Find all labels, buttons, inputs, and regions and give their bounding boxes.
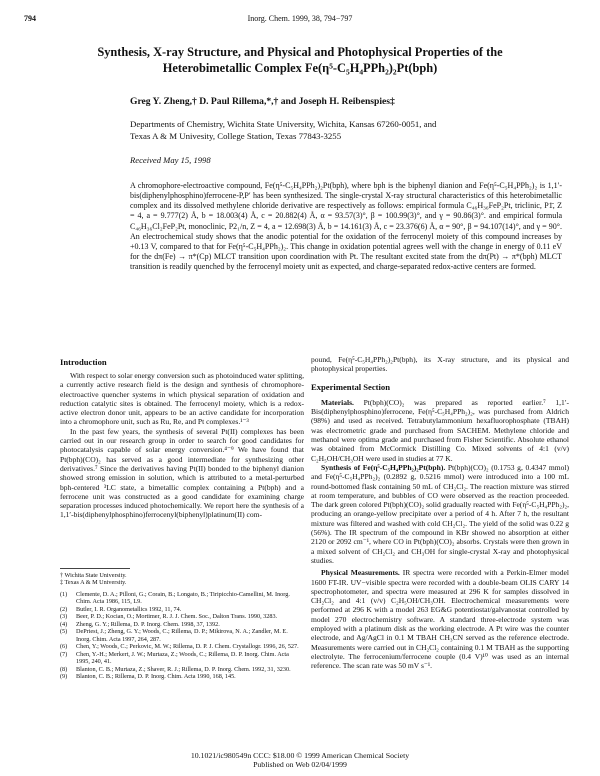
reference-item: (4) Zheng, G. Y.; Rillema, D. P. Inorg. Chem. 1998, 37, 1392. <box>60 620 220 628</box>
title-line-1: Synthesis, X-ray Structure, and Physical and Photophysical Properties of the <box>97 45 503 59</box>
synthesis-text: Pt(bph)(CO)₂ (0.1753 g, 0.4347 mmol) and Fe(η⁵-C₅H₄PPh₂)₂ (0.2892 g, 0.5216 mmol) were introduced into a 100 mL round-bottomed flask containing 50 mL of CH₂Cl₂. The reaction mixture was stirred at room temperature, and bubbles of CO were observed as the reaction proceeded. The dark green colored Pt(bph)(CO)₂ solid gradually reacted with Fe(η⁵-C₅H₄PPh₂)₂, producing an orange-yellow precipitate over a period of 4 h. After 7 h, the resultant mixture was filtered and washed with cold CH₂Cl₂. The yield of the solid was 0.22 g (56%). The IR spectrum of the compound in KBr showed no absorption at either 2120 or 2092 cm⁻¹, where CO in Pt(bph)(CO)₂ absorbs. Crystals were then grown in a mixed solvent of CH₂Cl₂ and CH₃OH for single-crystal X-ray and photophysical studies. <box>311 462 569 565</box>
abstract: A chromophore-electroactive compound, Fe(η⁵-C₅H₄PPh₂)₂Pt(bph), where bph is the biphenyl dianion and Fe(η⁵-C₅H₄PPh₂)₂ is 1,1′-bis(diphenylphosphino)ferrocene-P,P′ has been synthesized. The single-crystal X-ray structural characteristics of this heterobimetallic complex and its dissolved methylene chloride derivative are respectively as follows: empirical formula C₄₆H₃₆FeP₂Pt, triclinic, P1̄, Z = 4, a = 9.777(2) Å, b = 18.003(4) Å, c = 20.882(4) Å, α = 93.57(3)°, β = 100.99(3)°, and γ = 90.86(3)°. and empirical formula C₄₆H₃₆Cl₂FeP₂Pt, monoclinic, P2₁/n, Z = 4, a = 12.698(3) Å, b = 14.161(3) Å, c = 23.376(6) Å, α = 90°, β = 94.107(14)°, and γ = 90°. An electrochemical study shows that the anodic potential for the oxidation of the ferrocenyl moiety of this compound increases by +0.13 V, compared to that for Fe(η⁵-C₅H₄PPh₂)₂. This change in oxidation potential agrees well with the change in energy of 0.11 eV for the dπ(Fe) → π*(Cp) MLCT transition upon coordination with Pt. The resultant excited state from the dπ(Pt) → π*(bph) MLCT transition is readily quenched by the ferrocenyl moiety unit as expected, and charge-separated redox-active centers are formed. <box>130 181 562 272</box>
synthesis-label: Synthesis of Fe(η⁵-C₅H₄PPh₂)₂Pt(bph). <box>321 462 446 472</box>
publication-date: Published on Web 02/04/1999 <box>253 760 347 769</box>
doi-copyright: 10.1021/ic980549n CCC: $18.00 © 1999 American Chemical Society <box>190 751 410 760</box>
affiliation-line-2: Texas A & M Univesity, College Station, Texas 77843-3255 <box>130 131 342 141</box>
left-column-body <box>60 371 304 520</box>
reference-item: (5) DePriest, J.; Zheng, G. Y.; Woods, C.; Rillema, D. P.; Mikirova, N. A.; Zandler, M. E. Inorg. Chim. Acta 1997, 264, 287. <box>60 628 288 643</box>
footnote-divider <box>60 568 130 569</box>
reference-item: (7) Chen, Y.-H.; Merkert, J. W.; Murtaza, Z.; Woods, C.; Rillema, D. P. Inorg. Chim. Acta 1995, 240, 41. <box>60 650 289 666</box>
reference-item: (3) Beer, P. D.; Kocian, O.; Mortimer, R. J. J. Chem. Soc., Dalton Trans. 1990, 3283. <box>60 613 278 621</box>
experimental-heading: Experimental Section <box>311 381 391 392</box>
intro-paragraph-1: With respect to solar energy conversion such as photoinduced water splitting, a currently active research field is the design and synthesis of chromophore-electroactive quencher systems in which physical separation of oxidation and reduction catalytic sites is obtained. The ferrocenyl moiety, which is a redox-active electron donor unit, appears to be an active candidate for incorporation into a chromophore unit, such as Ru, Re, and Pt complexes.¹⁻³ <box>60 371 304 427</box>
article-title <box>60 44 540 76</box>
affiliation <box>130 118 490 142</box>
footnote-wichita: † Wichita State University. <box>60 572 127 579</box>
page-footer <box>24 751 576 769</box>
reference-item: (9) Blanton, C. B.; Rillema, D. P. Inorg. Chim. Acta 1990, 168, 145. <box>60 672 236 680</box>
received-date: Received May 15, 1998 <box>130 155 211 165</box>
introduction-heading: Introduction <box>60 357 107 367</box>
page-number: 794 <box>24 14 36 23</box>
author-list: Greg Y. Zheng,† D. Paul Rillema,*,† and Joseph H. Reibenspies‡ <box>130 96 395 107</box>
affiliation-line-1: Departments of Chemistry, Wichita State University, Wichita, Kansas 67260-0051, and <box>130 119 437 129</box>
reference-item: (6) Chen, Y.; Woods, C.; Perkovic, M. W.; Rillema, D. P. J. Chem. Crystallogr. 1996, 26, 527. <box>60 643 299 651</box>
footnotes <box>60 572 304 587</box>
materials-label: Materials. <box>321 397 354 407</box>
intro-continuation: pound, Fe(η⁵-C₅H₄PPh₂)₂Pt(bph), its X-ray structure, and its physical and photophysical properties. <box>311 355 569 374</box>
physical-measurements-text: IR spectra were recorded with a Perkin-Elmer model 1600 FT-IR. UV−visible spectra were recorded with a double-beam OLIS CARY 14 spectrophotometer, and spectra were measured at 296 K for samples dissolved in CH₂Cl₂ and 4:1 (v/v) C₂H₅OH/CH₃OH. Electrochemical measurements were performed at 296 K with a model 263 EG&G potentiostat/galvanostat controlled by model 270 electrochemistry software. A standard three-electrode system was employed with a platinum disk as the working electrode. A Pt wire was the counter electrode, and Ag/AgCl in 0.1 M TBAH CH₃CN served as the reference electrode. Measurements were carried out in CH₂Cl₂ containing 0.1 M TBAH as the supporting electrolyte. The ferrocenium/ferrocene couple (0.4 V)¹⁰ was used as an internal reference. The scan rate was 50 mV s⁻¹. <box>311 568 569 671</box>
materials-paragraph <box>311 398 569 463</box>
synthesis-paragraph <box>311 463 569 565</box>
journal-citation: Inorg. Chem. 1999, 38, 794−797 <box>247 14 353 23</box>
physical-measurements-label: Physical Measurements. <box>321 568 400 578</box>
right-column-body <box>311 355 569 671</box>
reference-item: (8) Blanton, C. B.; Murtaza, Z.; Shaver, R. J.; Rillema, D. P. Inorg. Chem. 1992, 31, 3230. <box>60 665 291 673</box>
physical-measurements-paragraph <box>311 568 569 670</box>
title-line-2: Heterobimetallic Complex Fe(η⁵-C₅H₄PPh₂)₂Pt(bph) <box>162 61 438 75</box>
reference-list <box>60 591 304 680</box>
reference-item: (1) Clemente, D. A.; Pilloni, G.; Corain, B.; Longato, B.; Tiripicchio-Camellini, M. Inorg. Chim. Acta 1986, 115, L9. <box>60 591 290 606</box>
reference-item: (2) Butler, I. R. Organometallics 1992, 11, 74. <box>60 605 182 613</box>
materials-text: Pt(bph)(CO)₂ was prepared as reported earlier.⁷ 1,1′-Bis(diphenylphosphino)ferrocene, Fe(η⁵-C₅H₄PPh₂)₂, was purchased from Aldrich (98%) and used as received. Tetrabutylammonium hexafluorophosphate (TBAH) was electrometric grade and purchased from SACHEM. Methylene chloride and methanol were optima grade and purchased from Fisher Scientific. Absolute ethanol was obtained from McCormick Distilling Co. Mixed solvents of 4:1 (v/v) C₂H₅OH/CH₃OH were used in studies at 77 K. <box>311 397 569 463</box>
intro-paragraph-2: In the past few years, the synthesis of several Pt(II) complexes has been carried out in our research group in order to search for good candidates for photocatalysis capable of solar energy conversion.⁴⁻⁹ We have found that Pt(bph)(CO)₂ has served as a good intermediate for synthesizing other derivatives.⁷ Since the derivatives having Pt(II) bonded to the biphenyl dianion showed strong emission in solution, which is attributed to a metal-perturbed bph-centered ³LC state, a bimetallic complex containing a Pt(bph) and a ferrocene unit was constructed as a good candidate for examining charge separation processes induced photochemically. We report here the synthesis of a 1,1′-bis(diphenylphosphino)ferrocenyl(biphenyl)platinum(II) com- <box>60 426 304 520</box>
footnote-texas: ‡ Texas A & M University. <box>60 579 127 587</box>
